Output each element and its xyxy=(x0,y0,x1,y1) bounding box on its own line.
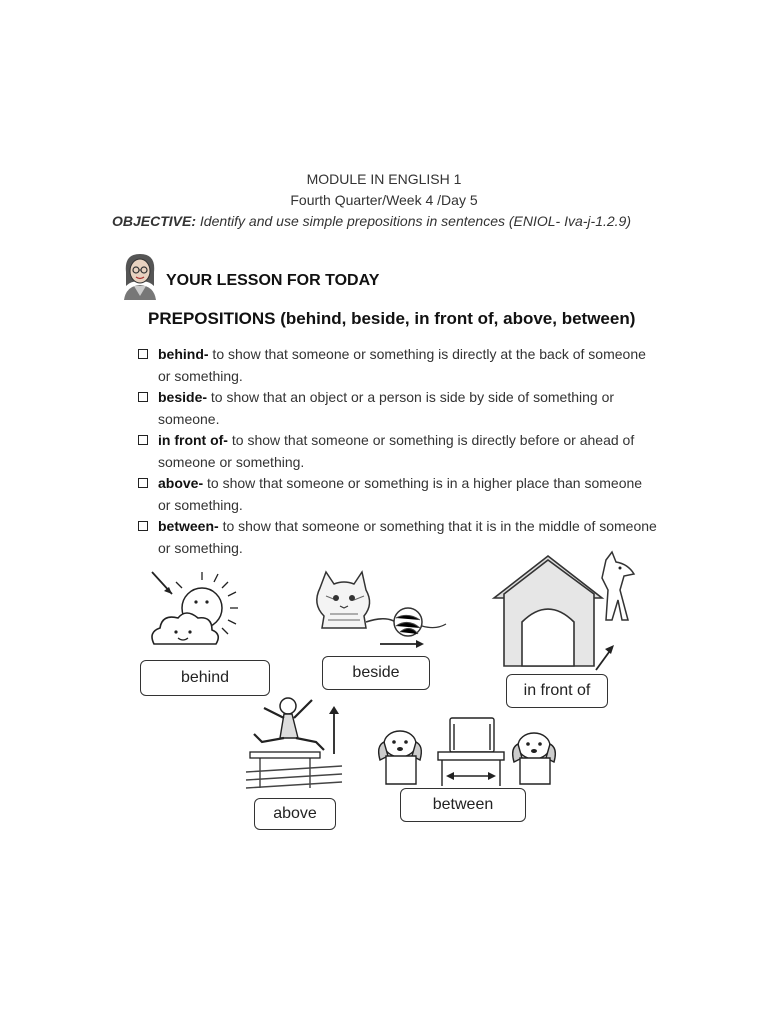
definition-text: to show that someone or something is directly at the back of someone or something. xyxy=(158,346,646,384)
dog-house-icon xyxy=(488,550,638,674)
cat-with-yarn-icon xyxy=(300,568,450,652)
definition-item xyxy=(138,430,658,473)
definition-term: in front of- xyxy=(158,432,228,448)
definition-term: behind- xyxy=(158,346,209,362)
objective-text: Identify and use simple prepositions in sentences (ENIOL- Iva-j-1.2.9) xyxy=(199,213,632,229)
dogs-and-chair-icon xyxy=(374,716,564,790)
lesson-title: YOUR LESSON FOR TODAY xyxy=(166,272,380,289)
label-beside: beside xyxy=(322,656,430,690)
prepositions-title: PREPOSITIONS (behind, beside, in front of, above, between) xyxy=(148,309,636,328)
definition-text: to show that someone or something that it is in the middle of someone or something. xyxy=(158,518,657,556)
definition-item xyxy=(138,387,658,430)
definition-text: to show that someone or something is directly before or ahead of someone or something. xyxy=(158,432,635,470)
checkbox-bullet-icon xyxy=(138,478,148,488)
definition-text: to show that an object or a person is side by side of something or someone. xyxy=(158,389,615,427)
definition-term: above- xyxy=(158,475,204,491)
module-title: MODULE IN ENGLISH 1 xyxy=(306,171,462,187)
checkbox-bullet-icon xyxy=(138,392,148,402)
definition-term: between- xyxy=(158,518,219,534)
teacher-avatar-icon xyxy=(118,252,162,300)
definitions-list xyxy=(138,344,658,559)
objective xyxy=(112,213,631,229)
definition-text: to show that someone or something is in a higher place than someone or something. xyxy=(158,475,643,513)
sun-behind-cloud-icon xyxy=(140,568,250,658)
checkbox-bullet-icon xyxy=(138,349,148,359)
definition-term: beside- xyxy=(158,389,208,405)
label-in-front-of: in front of xyxy=(506,674,608,708)
checkbox-bullet-icon xyxy=(138,435,148,445)
label-between: between xyxy=(400,788,526,822)
hurdle-jumper-icon xyxy=(244,692,344,792)
checkbox-bullet-icon xyxy=(138,521,148,531)
definition-item xyxy=(138,473,658,516)
definition-item xyxy=(138,344,658,387)
label-above: above xyxy=(254,798,336,830)
module-subtitle: Fourth Quarter/Week 4 /Day 5 xyxy=(290,192,478,208)
label-behind: behind xyxy=(140,660,270,696)
objective-label: OBJECTIVE: xyxy=(112,213,197,229)
